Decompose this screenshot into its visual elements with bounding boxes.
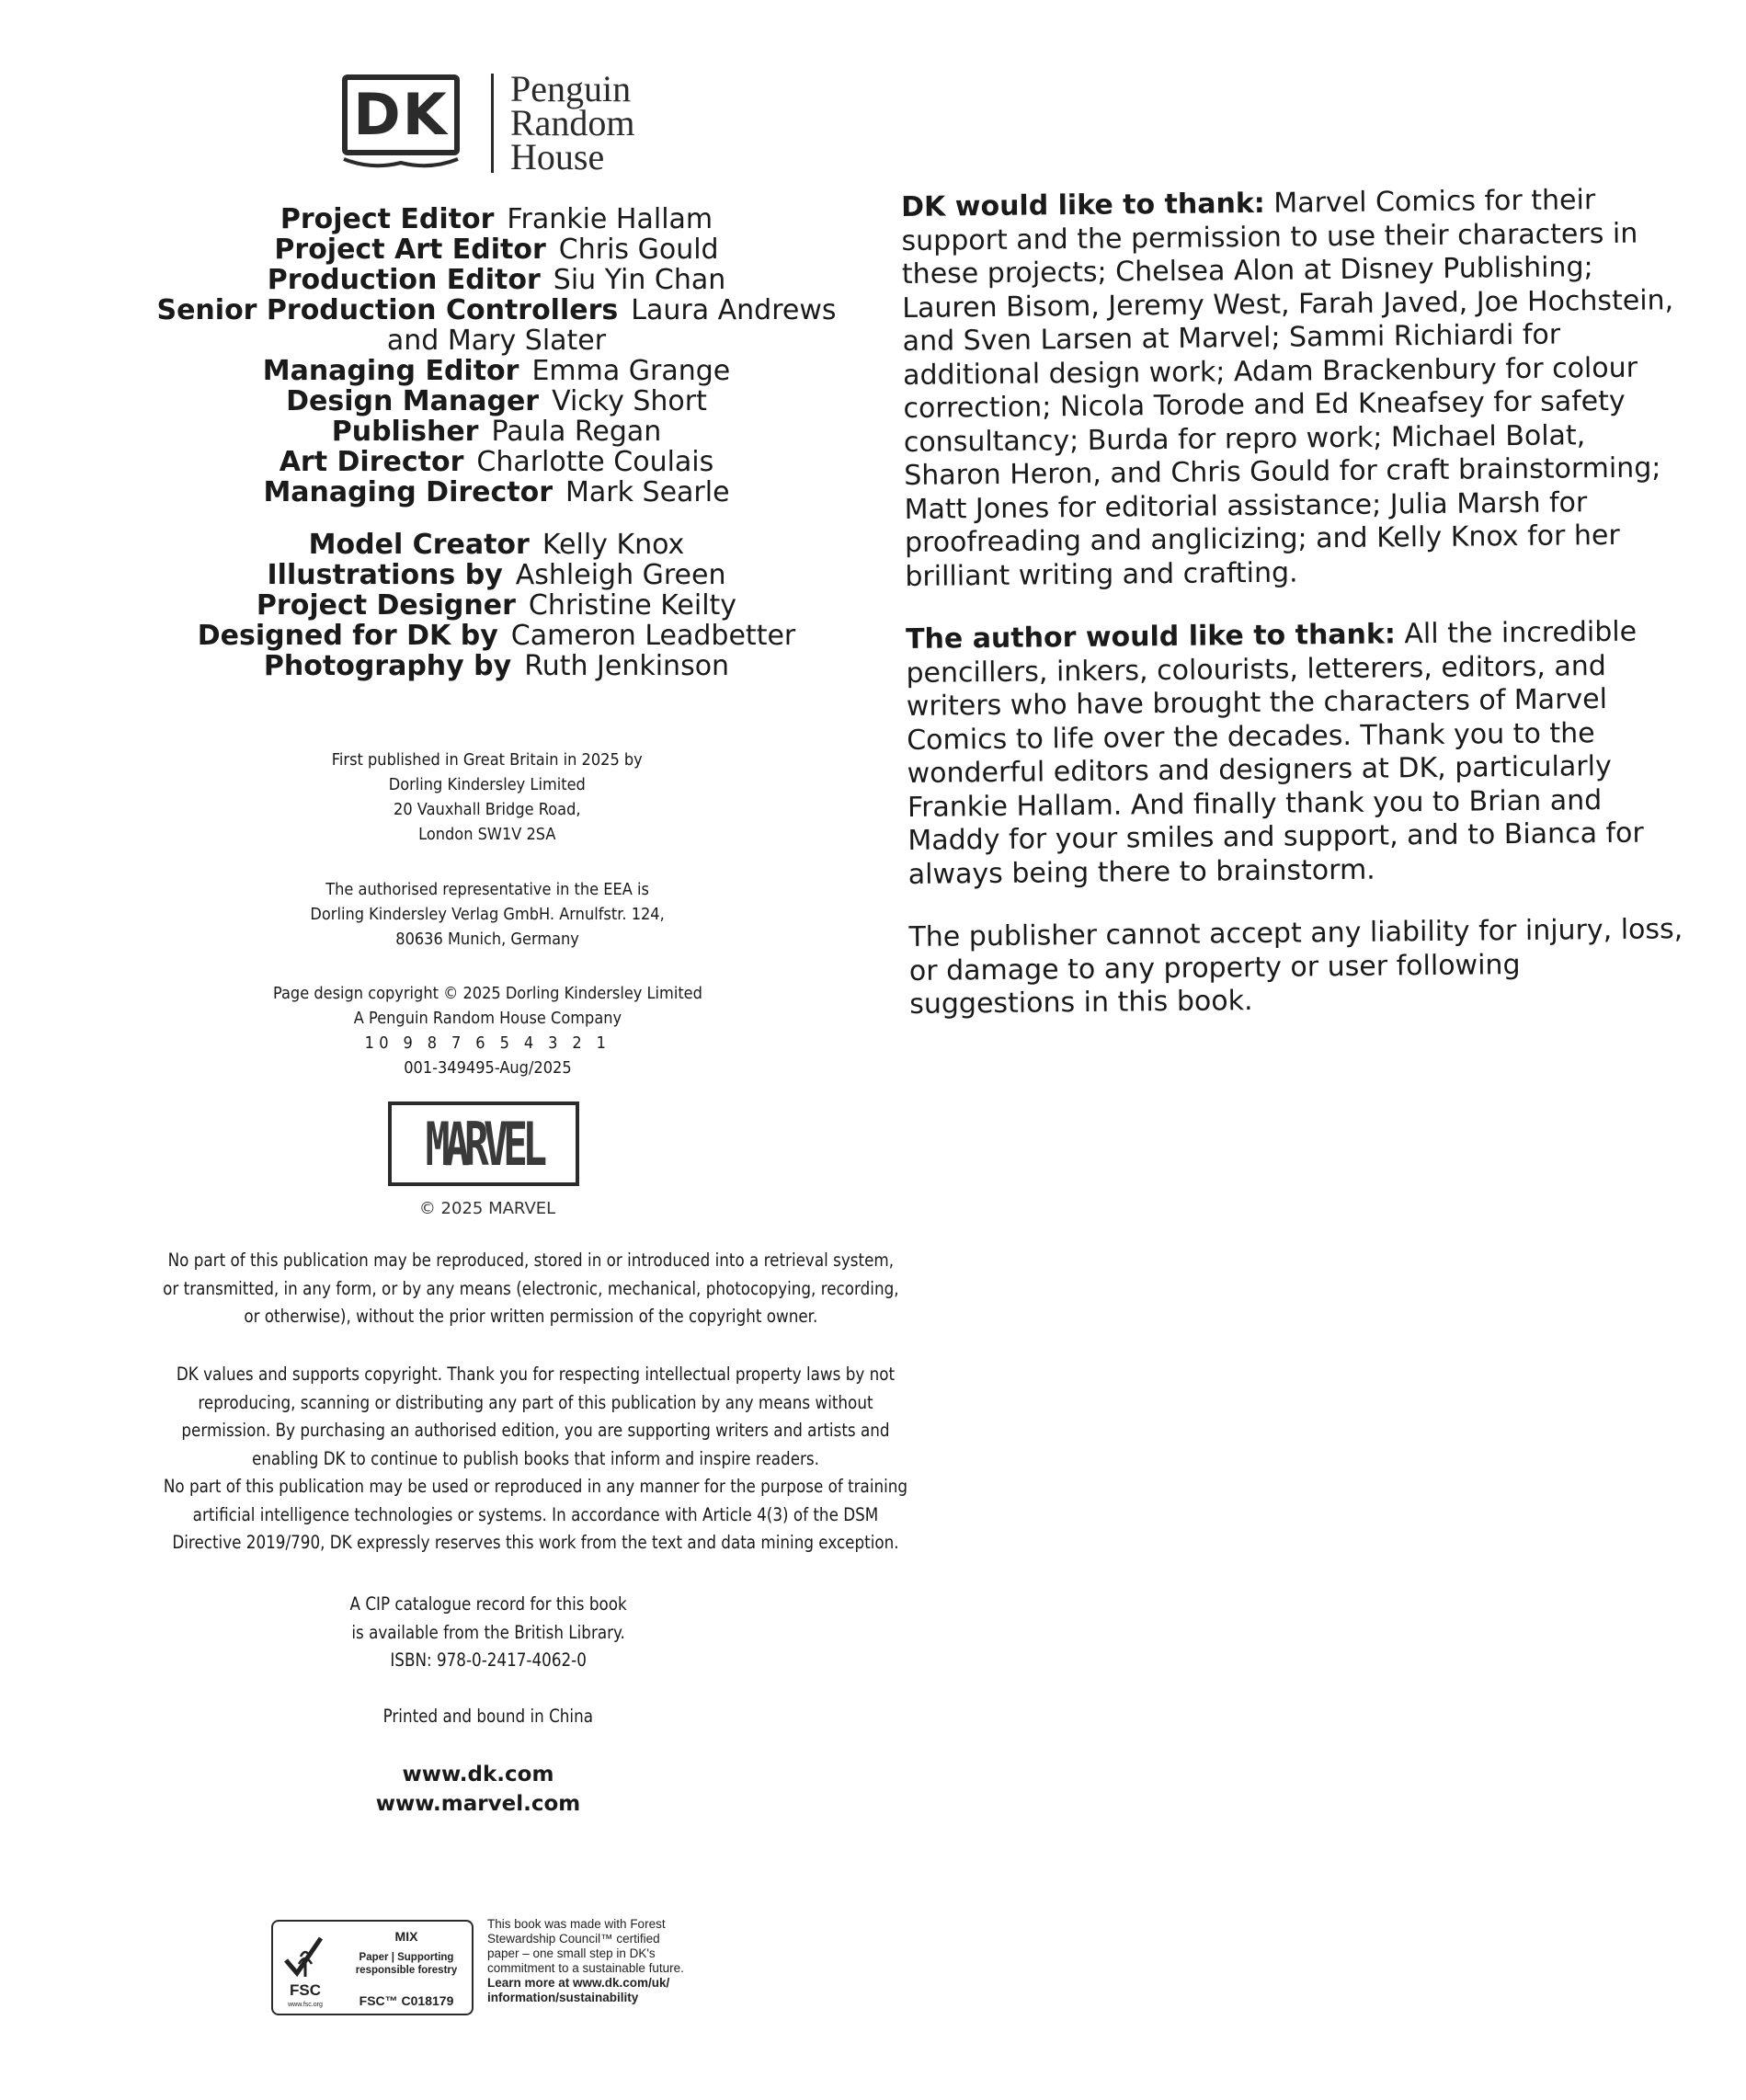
credit-line bbox=[110, 295, 883, 325]
credit-role: Managing Director bbox=[263, 476, 553, 508]
credit-line bbox=[110, 204, 883, 234]
credit-line bbox=[110, 651, 883, 681]
credit-name: Charlotte Coulais bbox=[476, 446, 714, 478]
credit-name: Cameron Leadbetter bbox=[510, 620, 796, 652]
fsc-note: This book was made with Forest Stewardship Council™ certified paper – one small step in DK's commitment to a sustainable future. Learn more at www.dk.com/uk/ information/sustainability bbox=[487, 1917, 699, 2005]
credit-name: Vicky Short bbox=[552, 385, 707, 417]
credit-name: Frankie Hallam bbox=[507, 203, 713, 235]
first-published-block: First published in Great Britain in 2025 by Dorling Kindersley Limited 20 Vauxhall Bridge Road, London SW1V 2SA bbox=[331, 750, 644, 844]
credit-name: Laura Andrews bbox=[631, 294, 837, 326]
credit-role: Project Editor bbox=[280, 203, 495, 235]
copyright-block: Page design copyright © 2025 Dorling Kindersley Limited A Penguin Random House Company 10 9 8 7 6 5 4 3 2 1 001-349495-Aug/2025 bbox=[272, 984, 702, 1078]
credit-role: Senior Production Controllers bbox=[156, 294, 619, 326]
fsc-tree-check-icon bbox=[280, 1929, 330, 2010]
credit-name: Mark Searle bbox=[565, 476, 730, 508]
svg-text:www.fsc.org: www.fsc.org bbox=[288, 2002, 323, 2008]
credits bbox=[110, 204, 883, 703]
credit-line bbox=[110, 530, 883, 560]
reproduction-notice: No part of this publication may be reproduced, stored in or introduced into a retrieval system, or transmitted, in any form, or by any means (electronic, mechanical, photocopying, recording, or otherwise), without the prior written permission of the copyright owner. bbox=[163, 1250, 899, 1327]
credit-name: Christine Keilty bbox=[528, 589, 737, 622]
credit-name: and Mary Slater bbox=[386, 325, 607, 357]
credit-name: Siu Yin Chan bbox=[553, 264, 726, 296]
credit-line bbox=[110, 386, 883, 417]
svg-text:FSC: FSC bbox=[290, 1981, 321, 1999]
credit-line bbox=[110, 265, 883, 295]
credit-line bbox=[110, 447, 883, 477]
logo-divider bbox=[491, 74, 494, 173]
credit-name: Ashleigh Green bbox=[515, 559, 726, 591]
credit-role: Art Director bbox=[279, 446, 464, 478]
open-book-icon bbox=[342, 157, 460, 172]
credit-line bbox=[110, 417, 883, 447]
publisher-logo bbox=[342, 68, 635, 177]
marvel-copyright: © 2025 MARVEL bbox=[418, 1199, 556, 1218]
dk-thanks: DK would like to thank: Marvel Comics for their support and the permission to use their characters in these projects; Chelsea Alon at Disney Publishing; Lauren Bisom, Jeremy West, Farah Javed, Joe Hochstein, and Sven Larsen at Marvel; Sammi Richiardi for additional design work; Adam Brackenbury for colour correction; Nicola Torode and Ed Kneafsey for safety consultancy; Burda for repro work; Michael Bolat, Sharon Heron, and Chris Gould for craft brainstorming; Matt Jones for editorial assistance; Julia Marsh for proofreading and anglicizing; and Kelly Knox for her brilliant writing and crafting. bbox=[901, 184, 1674, 593]
credit-line bbox=[110, 477, 883, 508]
credit-line bbox=[110, 234, 883, 265]
credit-role: Model Creator bbox=[308, 529, 530, 561]
printed-in: Printed and bound in China bbox=[382, 1706, 594, 1727]
credit-role: Project Art Editor bbox=[274, 234, 546, 266]
credit-name: Kelly Knox bbox=[542, 529, 685, 561]
credit-name: Paula Regan bbox=[491, 416, 662, 448]
website-links bbox=[303, 1760, 653, 1819]
marvel-logo: MARVEL bbox=[388, 1101, 579, 1186]
credits-group-creators bbox=[110, 530, 883, 681]
credit-line bbox=[110, 621, 883, 651]
acknowledgements bbox=[901, 183, 1692, 1051]
author-thanks: The author would like to thank: All the incredible pencillers, inkers, colourists, letterers, editors, and writers who have brought the characters of Marvel Comics to life over the decades. Thank you to the wonderful editors and designers at DK, particularly Frankie Hallam. And finally thank you to Brian and Maddy for your smiles and support, and to Bianca for always being there to brainstorm. bbox=[905, 615, 1644, 891]
penguin-random-house-wordmark: Penguin Random House bbox=[510, 68, 635, 177]
marvel-website-link[interactable]: www.marvel.com bbox=[375, 1792, 581, 1816]
credit-role: Publisher bbox=[331, 416, 479, 448]
credit-role: Design Manager bbox=[286, 385, 540, 417]
fsc-label: FSC www.fsc.org MIX Paper | Supporting responsible forestry FSC™ C018179 bbox=[271, 1920, 474, 2015]
cip-block: A CIP catalogue record for this book is available from the British Library. ISBN: 978-0-2417-4062-0 bbox=[349, 1593, 627, 1671]
credits-group-staff bbox=[110, 204, 883, 508]
dk-logo bbox=[342, 74, 460, 172]
credit-line bbox=[110, 590, 883, 621]
credit-role: Designed for DK by bbox=[197, 620, 498, 652]
sustainability-link[interactable]: Learn more at www.dk.com/uk/ bbox=[487, 1976, 670, 1990]
copyright-values-notice: DK values and supports copyright. Thank you for respecting intellectual property laws by not reproducing, scanning or distributing any part of this publication by any means without permission. By purchasing an authorised edition, you are supporting writers and artists and enabling DK to continue to publish books that inform and inspire readers. No part of this publication may be used or reproduced in any manner for the purpose of training artificial intelligence technologies or systems. In accordance with Article 4(3) of the DSM Directive 2019/790, DK expressly reserves this work from the text and data mining exception. bbox=[163, 1364, 908, 1553]
dk-website-link[interactable]: www.dk.com bbox=[402, 1763, 554, 1786]
credit-line bbox=[110, 560, 883, 590]
credit-name: Chris Gould bbox=[558, 234, 719, 266]
credit-name: Emma Grange bbox=[531, 355, 731, 387]
credit-line bbox=[110, 356, 883, 386]
credit-role: Project Designer bbox=[256, 589, 516, 622]
credit-role: Managing Editor bbox=[262, 355, 519, 387]
liability-notice: The publisher cannot accept any liability for injury, loss, or damage to any property or user following suggestions in this book. bbox=[908, 913, 1683, 1021]
credit-line bbox=[110, 325, 883, 356]
credit-role: Photography by bbox=[263, 650, 512, 682]
credit-role: Production Editor bbox=[267, 264, 541, 296]
credit-name: Ruth Jenkinson bbox=[524, 650, 730, 682]
eea-representative-block: The authorised representative in the EEA is Dorling Kindersley Verlag GmbH. Arnulfstr. 124, 80636 Munich, Germany bbox=[310, 880, 665, 949]
credit-role: Illustrations by bbox=[267, 559, 503, 591]
dk-logo-text: DK bbox=[342, 74, 460, 155]
